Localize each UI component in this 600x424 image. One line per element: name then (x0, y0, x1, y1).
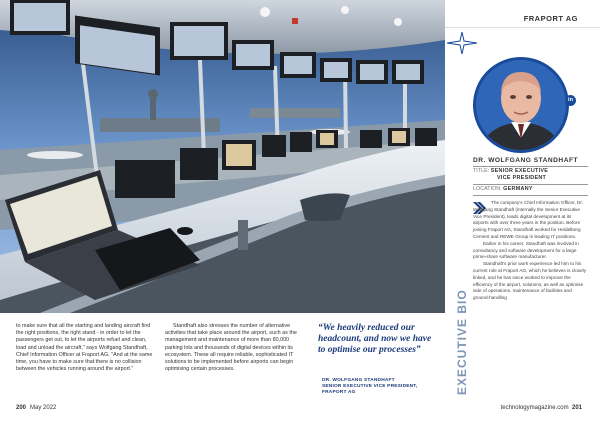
pull-quote: “We heavily reduced our headcount, and now we have to optimise our processes” (318, 323, 432, 355)
folio-right (501, 405, 586, 411)
executive-bio (473, 200, 588, 302)
article-paragraph: to make sure that all the starting and landing aircraft find the right positions, the right stand - in order to let the passengers get out, to let the airports refuel and clean, load and unload the aircraft," says Wolfgang Standhaft, Chief Information Officer at Fraport AG. "And at the same time, you have to make sure that there is no collision between the vehicles running around the airport." (16, 323, 153, 373)
bio-paragraph: Standhaft's prior work experience led him to his current role at Fraport AG, which he believes is closely linked, and he has since worked to improve the efficiency of the airport, solutions, as well as optimise side of operations, maintenance of facilities and ground-handling (473, 261, 587, 301)
page-number-left: 200 (16, 405, 27, 411)
location-label: LOCATION: (473, 186, 502, 192)
executive-location (473, 186, 533, 193)
pull-quote-attribution (322, 378, 438, 396)
location-value: GERMANY (503, 186, 533, 192)
star-decoration-icon (447, 32, 477, 54)
executive-sidebar (445, 0, 600, 424)
article-paragraph: Standhaft also stresses the number of alternative activities that take place around the airport, such as the management and maintenance of more than 80,000 parking lots and thousands of digital devices within its ecosystem. These all require reliable, sophisticated IT solutions to be implemented before airports can begin optimising certain processes. (165, 323, 297, 373)
title-value-1: SENIOR EXECUTIVE (490, 168, 549, 174)
executive-title (473, 168, 548, 182)
divider (473, 166, 588, 167)
divider (473, 195, 588, 196)
folio-left (16, 405, 56, 411)
brand-rule (445, 27, 600, 28)
brand-name: FRAPORT AG (523, 14, 578, 23)
site-url: technologymagazine.com (500, 405, 569, 411)
attribution-title: SENIOR EXECUTIVE VICE PRESIDENT, (322, 384, 418, 389)
page-number-right: 201 (571, 405, 582, 411)
bio-paragraph: Earlier in his career, Standhaft was involved in consultancy and software development for a large prime-share software manufacturer. (473, 240, 579, 260)
executive-portrait (473, 57, 569, 153)
bio-paragraph: The company's Chief Information Officer, Dr. Wolfgang Standhaft (internally the Senior Executive Vice President), leads digital development at its airports with over three years in the position. Before joining Fraport AG, Standhaft worked for Heidelberg Cement and REWE Group in leading IT positions. (473, 200, 583, 239)
attribution-company: FRAPORT AG (322, 390, 356, 395)
title-label: TITLE: (473, 168, 490, 174)
article-column-2 (165, 323, 305, 373)
title-value-2: VICE PRESIDENT (497, 175, 547, 181)
article-column-1 (16, 323, 156, 373)
section-label: EXECUTIVE BIO (455, 289, 469, 395)
divider (473, 184, 588, 185)
executive-name: DR. WOLFGANG STANDHAFT (473, 157, 579, 164)
linkedin-icon[interactable]: in (565, 95, 576, 106)
issue-date: May 2022 (30, 405, 57, 411)
attribution-name: DR. WOLFGANG STANDHAFT (322, 378, 395, 383)
